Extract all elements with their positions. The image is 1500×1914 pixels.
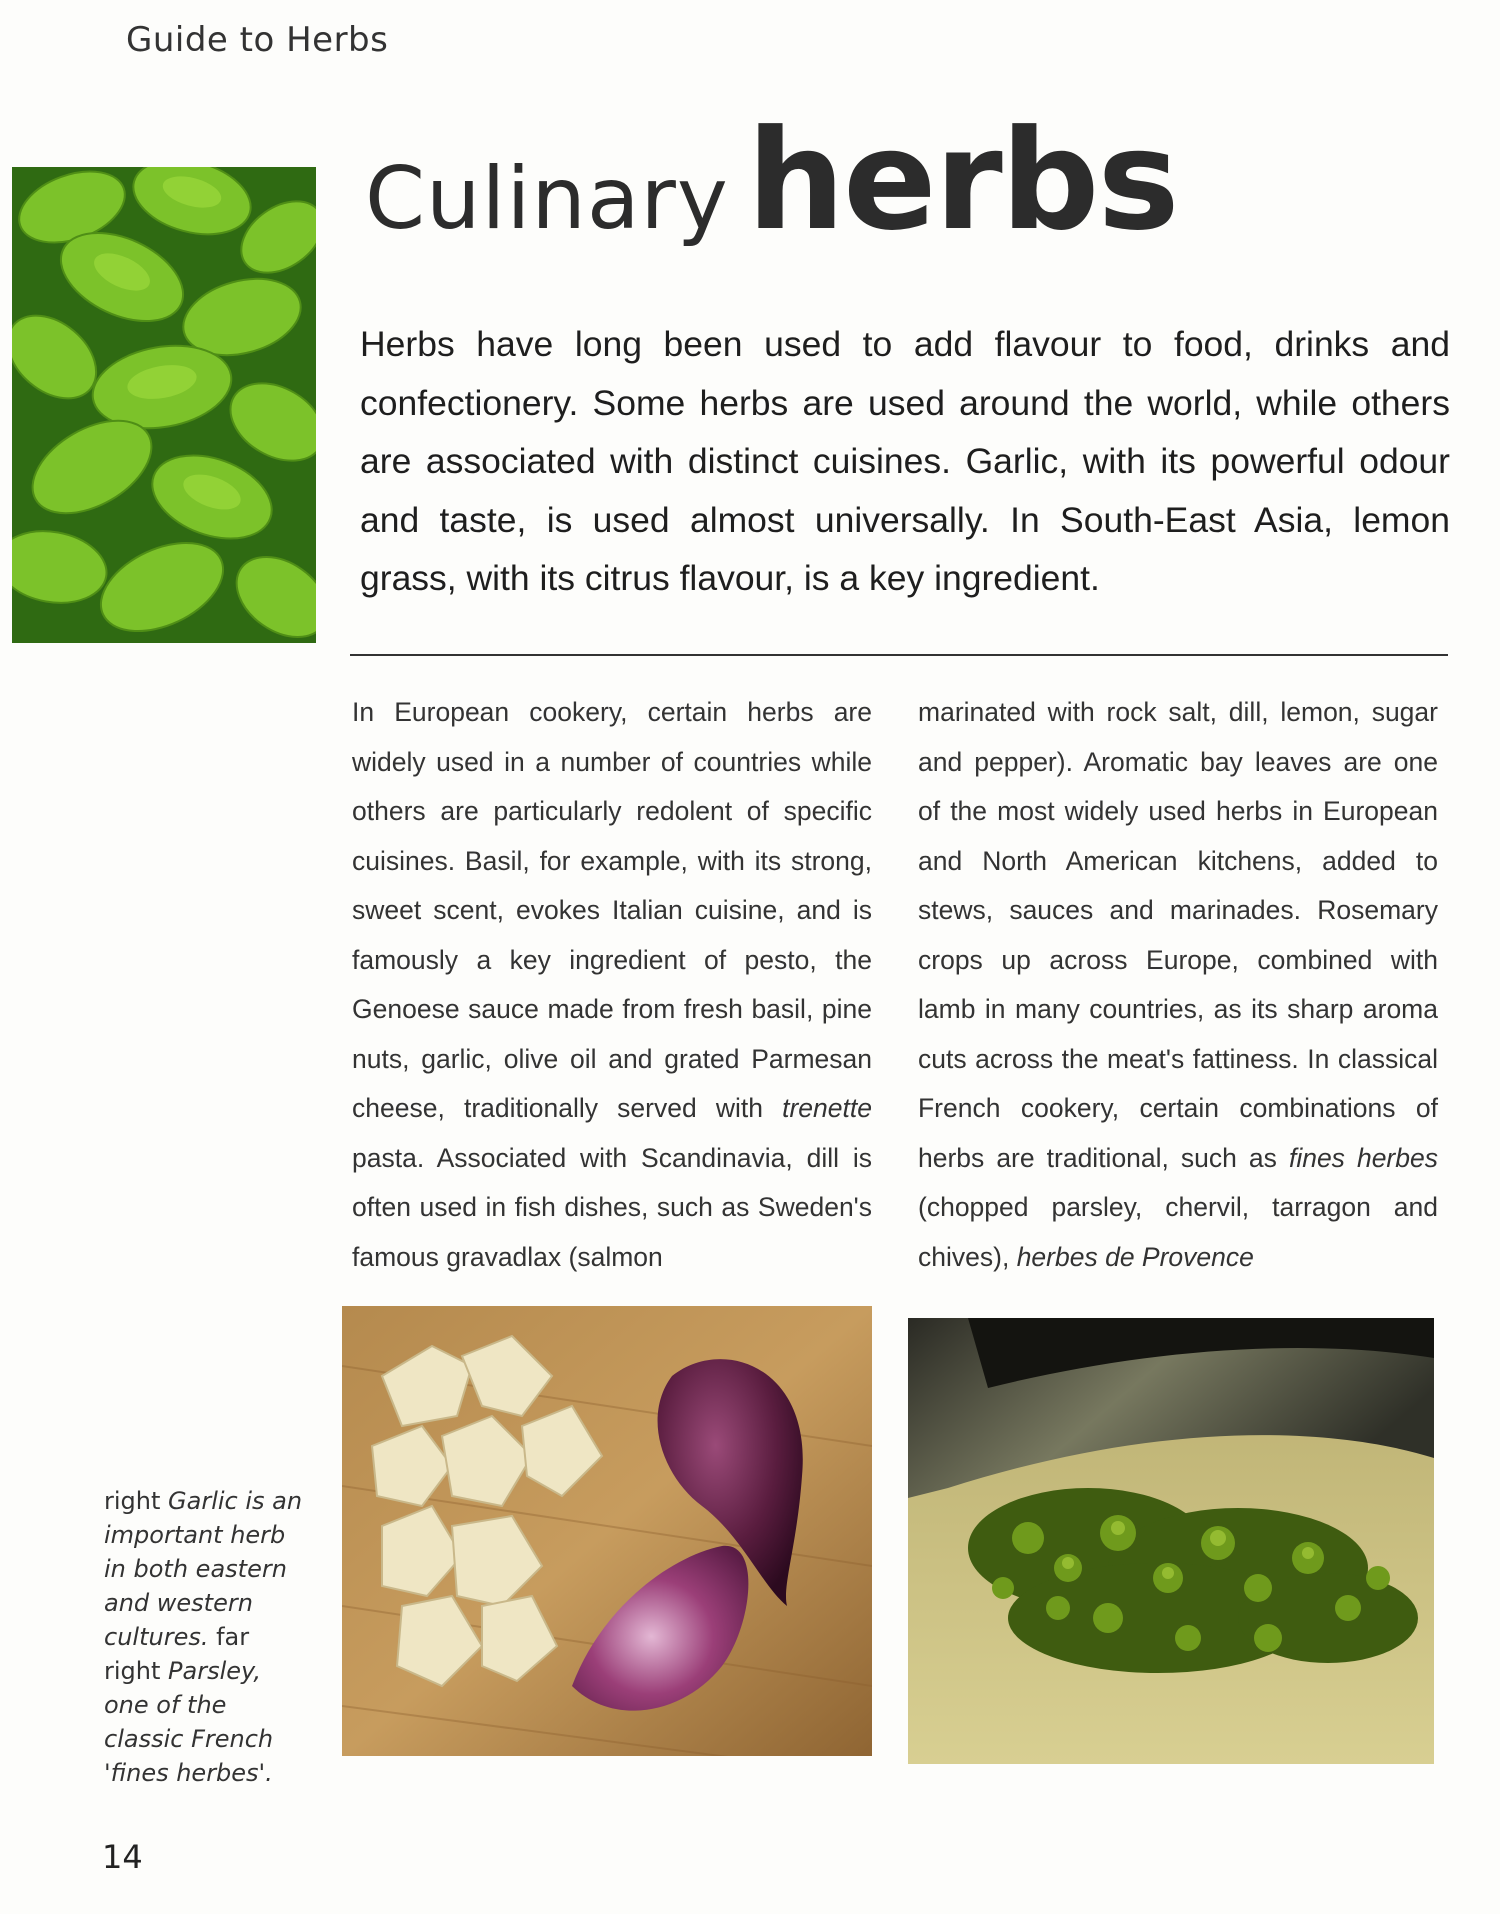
divider-rule (350, 654, 1448, 656)
caption-lead-2: far right (104, 1623, 250, 1685)
page-number: 14 (102, 1838, 143, 1876)
body-column-left (352, 688, 872, 1282)
intro-paragraph: Herbs have long been used to add flavour to food, drinks and confectionery. Some herbs are used around the world, while others are associated with distinct cuisines. Garlic, with its powerful odour and taste, is used almost universally. In South-East Asia, lemon grass, with its citrus flavour, is a key ingredient. (360, 324, 1450, 598)
right-text-2: (chopped parsley, chervil, tarragon and chives), (918, 1192, 1438, 1272)
parsley-photo (908, 1318, 1434, 1764)
body-column-right (918, 688, 1438, 1282)
page-title (365, 100, 1178, 261)
running-head: Guide to Herbs (126, 20, 389, 60)
right-italic-1: fines herbes (1288, 1142, 1438, 1173)
right-italic-2: herbes de Provence (1016, 1241, 1254, 1272)
caption-text-1: Garlic is an important herb in both eastern and western cultures. (104, 1487, 303, 1651)
garlic-photo (342, 1306, 872, 1756)
title-bold: herbs (746, 100, 1178, 261)
mint-leaves-photo (12, 167, 316, 643)
left-text-1: In European cookery, certain herbs are widely used in a number of countries while others are particularly redolent of specific cuisines. Basil, for example, with its strong, sweet scent, evokes Italian cuisine, and is famously a key ingredient of pesto, the Genoese sauce made from fresh basil, pine nuts, garlic, olive oil and grated Parmesan cheese, traditionally served with (352, 697, 872, 1123)
photo-caption (104, 1484, 304, 1790)
left-italic-1: trenette (782, 1093, 872, 1123)
caption-text-2: Parsley, one of the classic French 'fines herbes'. (104, 1657, 274, 1787)
title-light: Culinary (365, 149, 729, 249)
caption-lead-1: right (104, 1487, 161, 1515)
left-text-2: pasta. Associated with Scandinavia, dill is often used in fish dishes, such as Sweden's famous gravadlax (salmon (352, 1142, 872, 1272)
right-text-1: marinated with rock salt, dill, lemon, sugar and pepper). Aromatic bay leaves are one of the most widely used herbs in European and North American kitchens, added to stews, sauces and marinades. Rosemary crops up across Europe, combined with lamb in many countries, as its sharp aroma cuts across the meat's fattiness. In classical French cookery, certain combinations of herbs are traditional, such as (918, 697, 1438, 1173)
